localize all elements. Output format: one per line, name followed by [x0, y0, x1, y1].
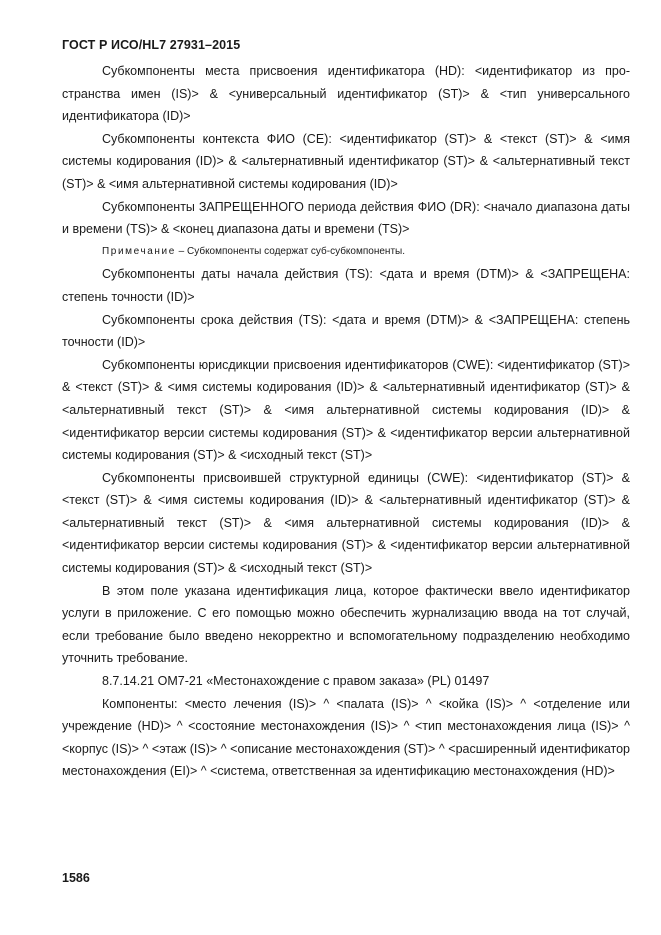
paragraph-cwe-jurisdiction-subcomponents: Субкомпоненты юрисдикции присвоения идентификаторов (CWE): <идентификатор (ST)> & <текст (ST)> & <имя системы кодирования (ID)> & <альтернативный идентификатор (ST)> & <альтернативный текст (ST)> & <имя альтернативной системы кодирования (ID)> & <идентификатор версии системы кодирования (ST)> & <идентификатор версии альтернативной системы кодирования (ST)> & <исходный текст (ST)> — [62, 357, 630, 463]
paragraph-pl-components: Компоненты: <место лечения (IS)> ^ <палата (IS)> ^ <койка (IS)> ^ <отделение или учреждение (HD)> ^ <состояние местонахождения (IS)> ^ <тип местонахождения лица (IS)> ^ <корпус (IS)> ^ <этаж (IS)> ^ <описание местонахождения (ST)> ^ <расширенный идентификатор местонахождения (EI)> ^ <система, ответственная за идентификацию местонахождения (HD)> — [62, 696, 630, 779]
paragraph-field-description: В этом поле указана идентификация лица, которое фактически ввело идентификатор услуги в приложение. С его помощью можно обеспечить журнализацию ввода на тот случай, если требование было введено некорректно и вспомогательному подразделению необходимо уточнить требование. — [62, 583, 630, 666]
section-heading: 8.7.14.21 OM7-21 «Местонахождение с правом заказа» (PL) 01497 — [102, 674, 490, 689]
document-header: ГОСТ Р ИСО/HL7 27931–2015 — [62, 38, 241, 52]
paragraph-ts-start-subcomponents: Субкомпоненты даты начала действия (TS): <дата и время (DTM)> & <ЗАПРЕЩЕНА: степень точности (ID)> — [62, 267, 630, 304]
paragraph-hd-subcomponents: Субкомпоненты места присвоения идентификатора (HD): <идентификатор из пространства имен (IS)> & <универсальный идентификатор (ST)> & <тип универсального идентификатора (ID)> — [62, 64, 630, 124]
paragraph-ts-term-subcomponents: Субкомпоненты срока действия (TS): <дата и время (DTM)> & <ЗАПРЕЩЕНА: степень точности (ID)> — [62, 312, 630, 350]
note-text: – Субкомпоненты содержат суб-субкомпоненты. — [175, 245, 405, 257]
paragraph-cwe-unit-subcomponents: Субкомпоненты присвоившей структурной единицы (CWE): <идентификатор (ST)> & <текст (ST)> & <имя системы кодирования (ID)> & <альтернативный идентификатор (ST)> & <альтернативный текст (ST)> & <имя альтернативной системы кодирования (ID)> & <идентификатор версии системы кодирования (ST)> & <идентификатор версии альтернативной системы кодирования (ST)> & <исходный текст (ST)> — [62, 470, 630, 576]
page-number: 1586 — [62, 871, 90, 885]
document-body — [62, 60, 630, 783]
note-label: Примечание — [102, 245, 176, 257]
note — [62, 241, 630, 264]
paragraph-ce-subcomponents: Субкомпоненты контекста ФИО (CE): <идентификатор (ST)> & <текст (ST)> & <имя системы кодирования (ID)> & <альтернативный идентификатор (ST)> & <альтернативный текст (ST)> & <имя альтернативной системы кодирования (ID)> — [62, 131, 630, 191]
paragraph-dr-subcomponents: Субкомпоненты ЗАПРЕЩЕННОГО периода действия ФИО (DR): <начало диапазона даты и времени (TS)> & <конец диапазона даты и времени (TS)> — [62, 199, 630, 237]
